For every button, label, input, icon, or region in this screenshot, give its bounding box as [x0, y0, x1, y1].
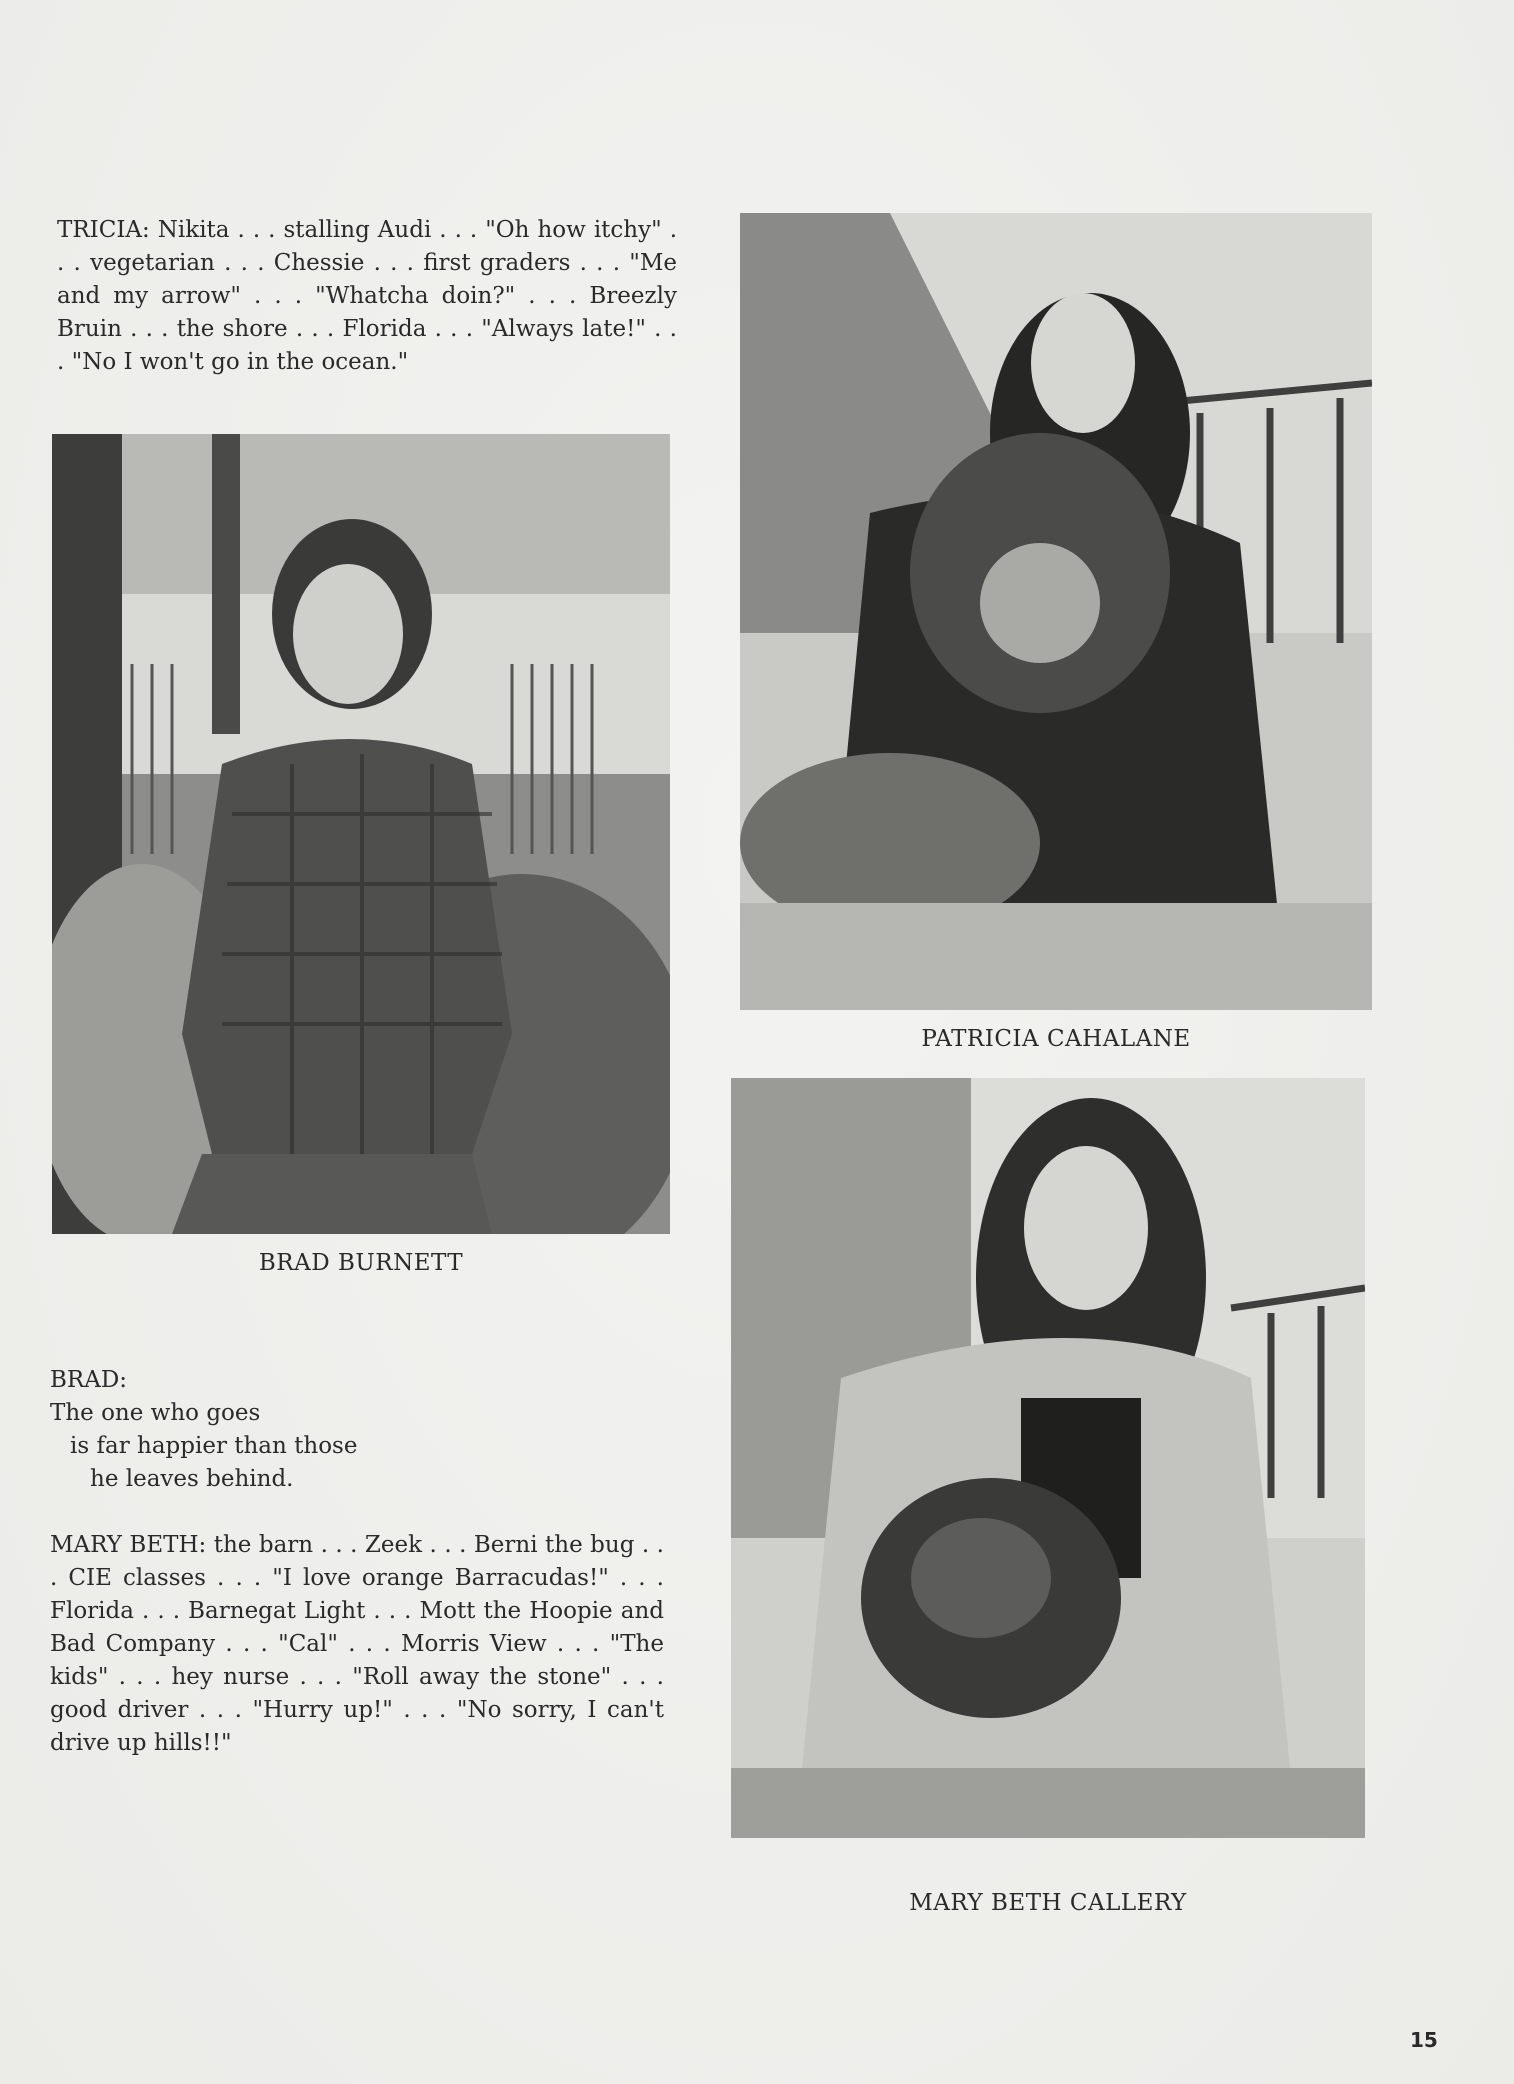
mary-beth-quote: MARY BETH: the barn . . . Zeek . . . Berni the bug . . . CIE classes . . . "I love orange Barracudas!" . . . Florida . . . Barnegat Light . . . Mott the Hoopie and Bad Company . . . "Cal" . . . Morris View . . . "The kids" . . . hey nurse . . . "Roll away the stone" . . . good driver . . . "Hurry up!" . . . "No sorry, I can't drive up hills!!"	[50, 1532, 664, 1756]
brad-poem	[50, 1364, 410, 1496]
poem-line-3: he leaves behind.	[90, 1466, 294, 1492]
patricia-cahalane-photo	[740, 213, 1372, 1010]
poem-line-2: is far happier than those	[70, 1433, 358, 1459]
page-number: 15	[1410, 2028, 1438, 2052]
poem-line-1: The one who goes	[50, 1400, 261, 1426]
mary-beth-callery-caption: MARY BETH CALLERY	[909, 1890, 1187, 1916]
brad-burnett-photo	[52, 434, 670, 1234]
poem-heading: BRAD:	[50, 1367, 128, 1393]
patricia-cahalane-caption: PATRICIA CAHALANE	[921, 1026, 1191, 1052]
mary-beth-callery-photo	[731, 1078, 1365, 1838]
brad-burnett-caption: BRAD BURNETT	[258, 1250, 464, 1276]
tricia-quote: TRICIA: Nikita . . . stalling Audi . . . "Oh how itchy" . . . vegetarian . . . Chessie . . . first graders . . . "Me and my arrow" . . . "Whatcha doin?" . . . Breezly Bruin . . . the shore . . . Florida . . . "Always late!" . . . "No I won't go in the ocean."	[57, 217, 677, 375]
